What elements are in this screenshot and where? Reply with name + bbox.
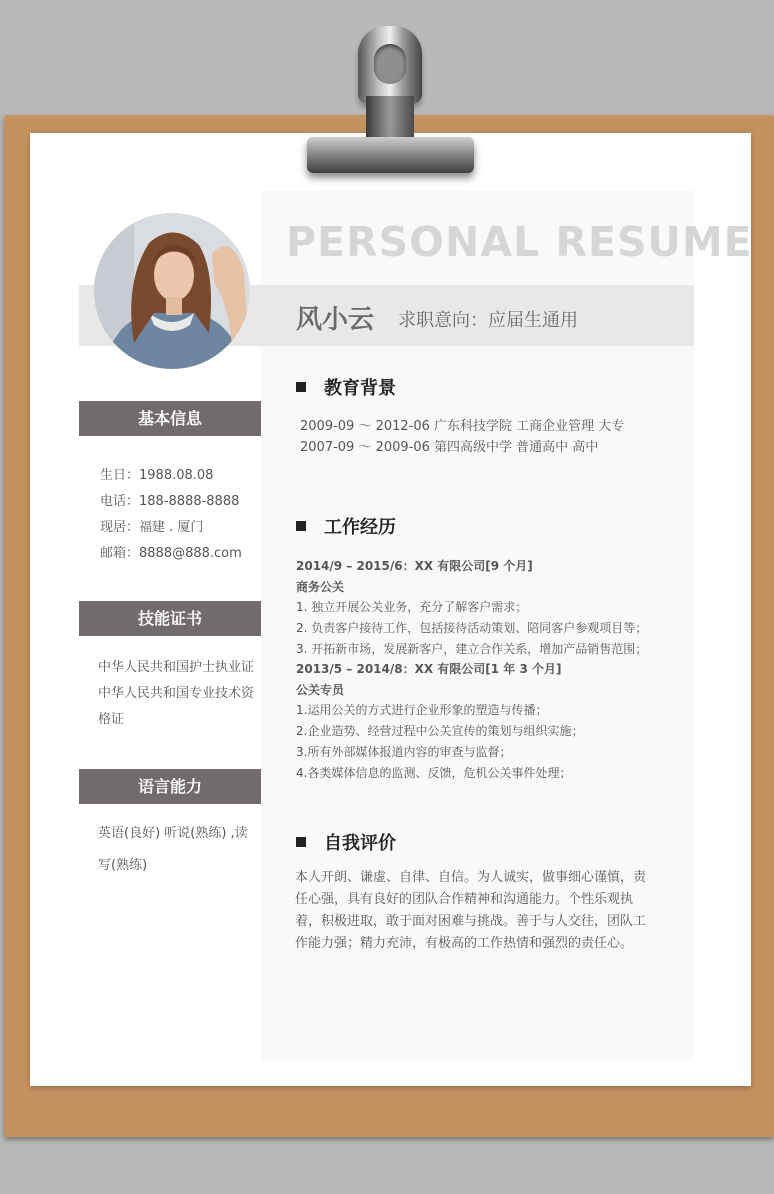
education-heading: 教育背景 <box>296 374 396 400</box>
square-bullet-icon <box>296 837 306 847</box>
language-text: 英语(良好) 听说(熟练) ,读写(熟练) <box>98 826 248 873</box>
work-duty: 3. 开拓新市场，发展新客户，建立合作关系，增加产品销售范围； <box>296 642 648 656</box>
education-row: 2009-09 ～ 2012-06 广东科技学院 工商企业管理 大专 <box>300 419 625 434</box>
work-duty: 1.运用公关的方式进行企业形象的塑造与传播； <box>296 703 548 717</box>
phone: 电话：188-8888-8888 <box>100 494 240 509</box>
work-duty: 2.企业造势、经营过程中公关宣传的策划与组织实施； <box>296 724 584 738</box>
square-bullet-icon <box>296 521 306 531</box>
self-eval-heading: 自我评价 <box>296 829 396 855</box>
work-heading: 工作经历 <box>296 513 396 539</box>
work-duty: 1. 独立开展公关业务，充分了解客户需求； <box>296 600 528 614</box>
self-eval-text: 本人开朗、谦虚、自律、自信。为人诚实，做事细心谨慎，责任心强，具有良好的团队合作精神和沟通能力。个性乐观执着，积极进取，敢于面对困难与挑战。善于与人交往，团队工作能力强；精力充沛，有极高的工作热情和强烈的责任心。 <box>295 870 647 951</box>
email: 邮箱：8888@888.com <box>100 546 242 561</box>
basic-info-heading: 基本信息 <box>79 401 261 436</box>
skills-text: 中华人民共和国护士执业证 中华人民共和国专业技术资格证 <box>98 660 255 727</box>
work-duty: 4.各类媒体信息的监测、反馈，危机公关事件处理； <box>296 766 572 780</box>
clip-base <box>307 137 474 173</box>
work-duty: 3.所有外部媒体报道内容的审查与监督； <box>296 745 512 759</box>
work-period: 2014/9 – 2015/6：XX 有限公司[9 个月] <box>296 559 533 573</box>
candidate-name: 风小云 <box>296 305 375 335</box>
clip-neck <box>366 96 414 142</box>
residence: 现居：福建 . 厦门 <box>100 520 204 535</box>
page-title: PERSONAL RESUME <box>286 218 753 266</box>
work-period: 2013/5 – 2014/8：XX 有限公司[1 年 3 个月] <box>296 662 562 676</box>
language-heading: 语言能力 <box>79 769 261 804</box>
clip-hole <box>374 44 406 84</box>
job-intent: 求职意向：应届生通用 <box>398 310 578 331</box>
work-duty: 2. 负责客户接待工作，包括接待活动策划、陪同客户参观项目等； <box>296 621 648 635</box>
square-bullet-icon <box>296 382 306 392</box>
education-row: 2007-09 ～ 2009-06 第四高级中学 普通高中 高中 <box>300 440 599 455</box>
work-role: 公关专员 <box>296 683 345 697</box>
avatar <box>94 213 250 369</box>
skills-heading: 技能证书 <box>79 601 261 636</box>
birthday: 生日：1988.08.08 <box>100 468 214 483</box>
work-role: 商务公关 <box>296 580 345 594</box>
